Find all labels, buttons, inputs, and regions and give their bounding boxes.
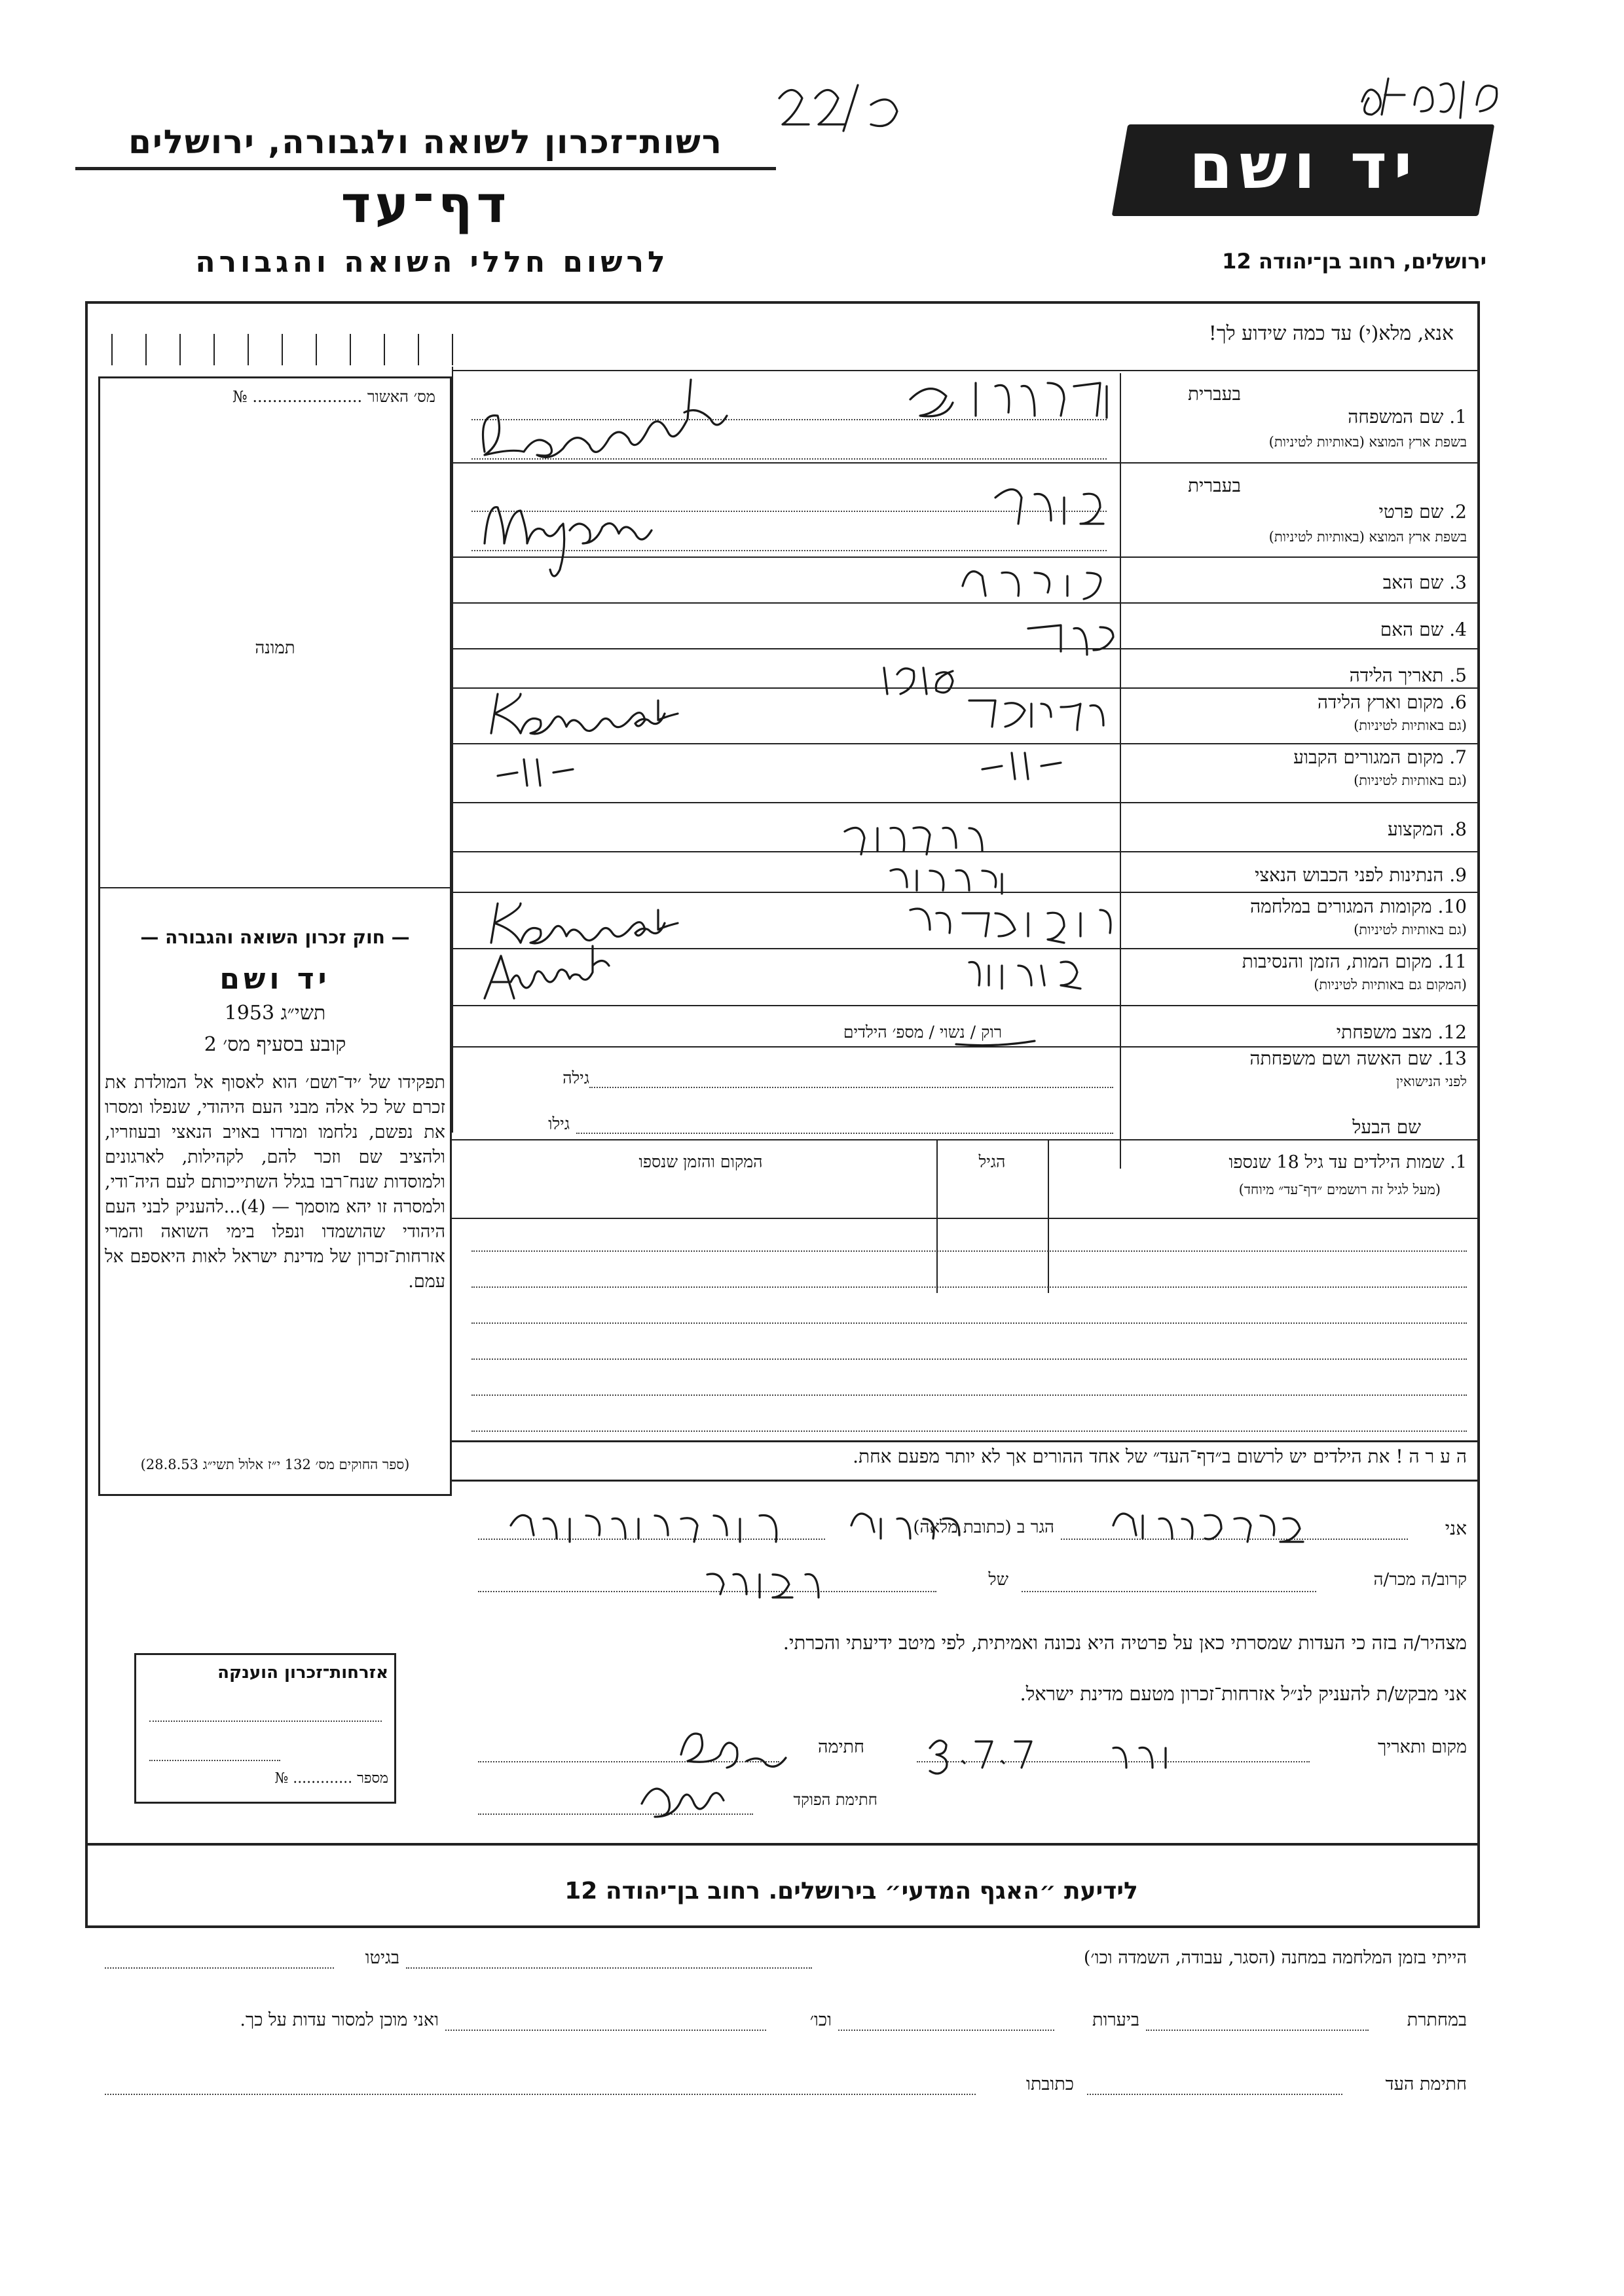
children-place-header: המקום והזמן שנספו [638, 1152, 763, 1171]
decl-place-date: מקום ותאריך [1378, 1737, 1467, 1757]
decl-ani: אני [1445, 1518, 1467, 1539]
children-sub: (מעל לגיל זה רושמים ״דף־עד״ מיוחד) [1238, 1182, 1441, 1197]
field-2-num: 2. [1449, 501, 1467, 522]
field-11-sub: (המקום גם באותיות לטיניות) [1314, 977, 1467, 993]
law-source: (ספר החוקים מס׳ 132 י״ז אלול תשי״ג 28.8.53) [140, 1457, 410, 1472]
intro-text: אנא, מלא(י) עד כמה שידוע לך! [1208, 322, 1454, 345]
field-7-label: מקום המגורים הקבוע [1293, 746, 1444, 768]
children-age-header: הגיל [978, 1152, 1006, 1171]
logo-text: יד ושם [1189, 130, 1419, 203]
approval-no-label: מס׳ האשור ...................... № [232, 388, 435, 406]
field-1-label: שם המשפחה [1348, 406, 1444, 428]
field-7-sub: (גם באותיות לטיניות) [1354, 773, 1467, 788]
marital-options: רוק / נשוי / מספ׳ הילדים [843, 1023, 1002, 1042]
note: ה ע ר ה ! את הילדים יש לרשום ב״דף־העד״ של אחד ההורים אך לא יותר מפעם אחת. [853, 1446, 1467, 1467]
husband-age-label: גילו [548, 1114, 570, 1133]
field-1-num: 1. [1449, 406, 1467, 428]
field-11-label: מקום המות, הזמן והנסיבות [1242, 951, 1432, 972]
field-2-sub: בשפת ארץ המוצא (באותיות לטיניות) [1268, 529, 1467, 545]
bottom-title: לידיעת ״האגף המדעי״ בירושלים. רחוב בן־יהודה 12 [564, 1878, 1138, 1904]
decl-request: אני מבקש/ת להעניק לנ״ל אזרחות־זכרון מטעם מדינת ישראל. [1020, 1683, 1467, 1705]
field-4-label: שם האם [1380, 619, 1444, 640]
field-13-sub: לפני הנישואין [1396, 1074, 1467, 1089]
bottom-line3-a: חתימת העד [1385, 2074, 1467, 2094]
field-8-label: המקצוע [1387, 818, 1444, 840]
decl-of: של [988, 1570, 1008, 1590]
children-num: 1. [1450, 1152, 1467, 1173]
field-10-sub: (גם באותיות לטיניות) [1354, 922, 1467, 938]
field-9-num: 9. [1449, 864, 1467, 886]
photo-label: תמונה [255, 638, 295, 658]
form-subtitle: לרשום חללי השואה והגבורה [195, 246, 669, 279]
children-title: שמות הילדים עד גיל 18 שנספו [1228, 1152, 1445, 1173]
field-12-num: 12. [1437, 1021, 1467, 1043]
husband-label: שם הבעל [1352, 1116, 1421, 1138]
field-2-lang: בעברית [1187, 475, 1241, 496]
field-9-label: הנתינות לפני הכבוש הנאצי [1255, 864, 1444, 886]
field-6-label: מקום וארץ הלידה [1317, 691, 1444, 713]
field-4-num: 4. [1449, 619, 1467, 640]
field-3-num: 3. [1449, 572, 1467, 593]
field-1-lang: בעברית [1187, 383, 1241, 405]
decl-official-signature: חתימת הפוקד [793, 1791, 877, 1809]
bottom-line1-end: בגיטו [365, 1948, 399, 1968]
decl-statement: מצהיר/ה בזה כי העדות שמסרתי כאן על פרטיה היא נכונה ואמיתית, לפי מיטב ידיעתי והכרתי. [783, 1631, 1467, 1654]
form-title: דף־עד [341, 175, 511, 234]
decl-relative: קרוב/ה מכר/ה [1373, 1570, 1467, 1590]
law-title: — חוק זכרון השואה והגבורה — [140, 926, 410, 948]
field-11-num: 11. [1437, 951, 1467, 972]
citizenship-box-title: אזרחות־זכרון הוענקה [217, 1663, 388, 1683]
field-5-label: תאריך הלידה [1349, 665, 1444, 686]
bottom-line2-a: במחתרת [1407, 2010, 1467, 2030]
field-5-num: 5. [1449, 665, 1467, 686]
field-10-label: מקומות המגורים במלחמה [1250, 896, 1432, 917]
law-section: קובע בסעיף מס׳ 2 [204, 1033, 346, 1056]
citizenship-box-number: מספר ............. № [274, 1770, 388, 1787]
authority-line: רשות־זכרון לשואה ולגבורה, ירושלים [128, 123, 723, 161]
field-13-label: שם האשה ושם משפחתה [1249, 1048, 1432, 1069]
age-label: גילה [563, 1068, 589, 1087]
bottom-line1: הייתי בזמן המלחמה במחנה (הסגר, עבודה, השמדה וכו׳) [1083, 1948, 1467, 1968]
law-year: תשי״ג 1953 [224, 1002, 326, 1025]
bottom-line2-end: ואני מוכן למסור עדות על כך. [240, 2010, 439, 2030]
decl-signature: חתימה [817, 1737, 864, 1757]
field-3-label: שם האב [1382, 572, 1444, 593]
field-8-num: 8. [1449, 818, 1467, 840]
field-10-num: 10. [1437, 896, 1467, 917]
bottom-line2-b: ביערות [1092, 2010, 1139, 2030]
field-6-num: 6. [1449, 691, 1467, 713]
law-name: יד ושם [219, 962, 331, 996]
decl-lives-at: הגר ב (כתובת מלאה) [913, 1518, 1054, 1537]
law-text: תפקידו של ׳יד־ושם׳ הוא לאסוף אל המולדת את זכרם של כל אלה מבני העם היהודי, שנפלו ומסרו את נפשם, נלחמו ומרדו באויב הנאצי ובעוזריו, ולהציב שם וזכר להם, לקהילות, לארגונים ולמוסדות שנח־רבו בגלל השתייכותם לעם היה־ודי, ולמסרה זו יהא מוסמך — (4)...להעניק לבני העם היהודי שהושמדו ונפלו בימי השואה והמרי אזרחות־זכרון של מדינת ישראל לאות היאספם אל עמם. [105, 1072, 445, 1292]
bottom-line3-b: כתובתו [1026, 2074, 1074, 2094]
field-7-num: 7. [1449, 746, 1467, 768]
field-1-sub: בשפת ארץ המוצא (באותיות לטיניות) [1268, 434, 1467, 450]
field-6-sub: (גם באותיות לטיניות) [1354, 718, 1467, 733]
bottom-line2-c: וכו׳ [809, 2010, 832, 2030]
address: ירושלים, רחוב בן־יהודה 12 [1222, 249, 1486, 274]
field-2-label: שם פרטי [1378, 501, 1444, 522]
field-13-num: 13. [1437, 1048, 1467, 1069]
field-12-label: מצב משפחתי [1336, 1021, 1432, 1043]
